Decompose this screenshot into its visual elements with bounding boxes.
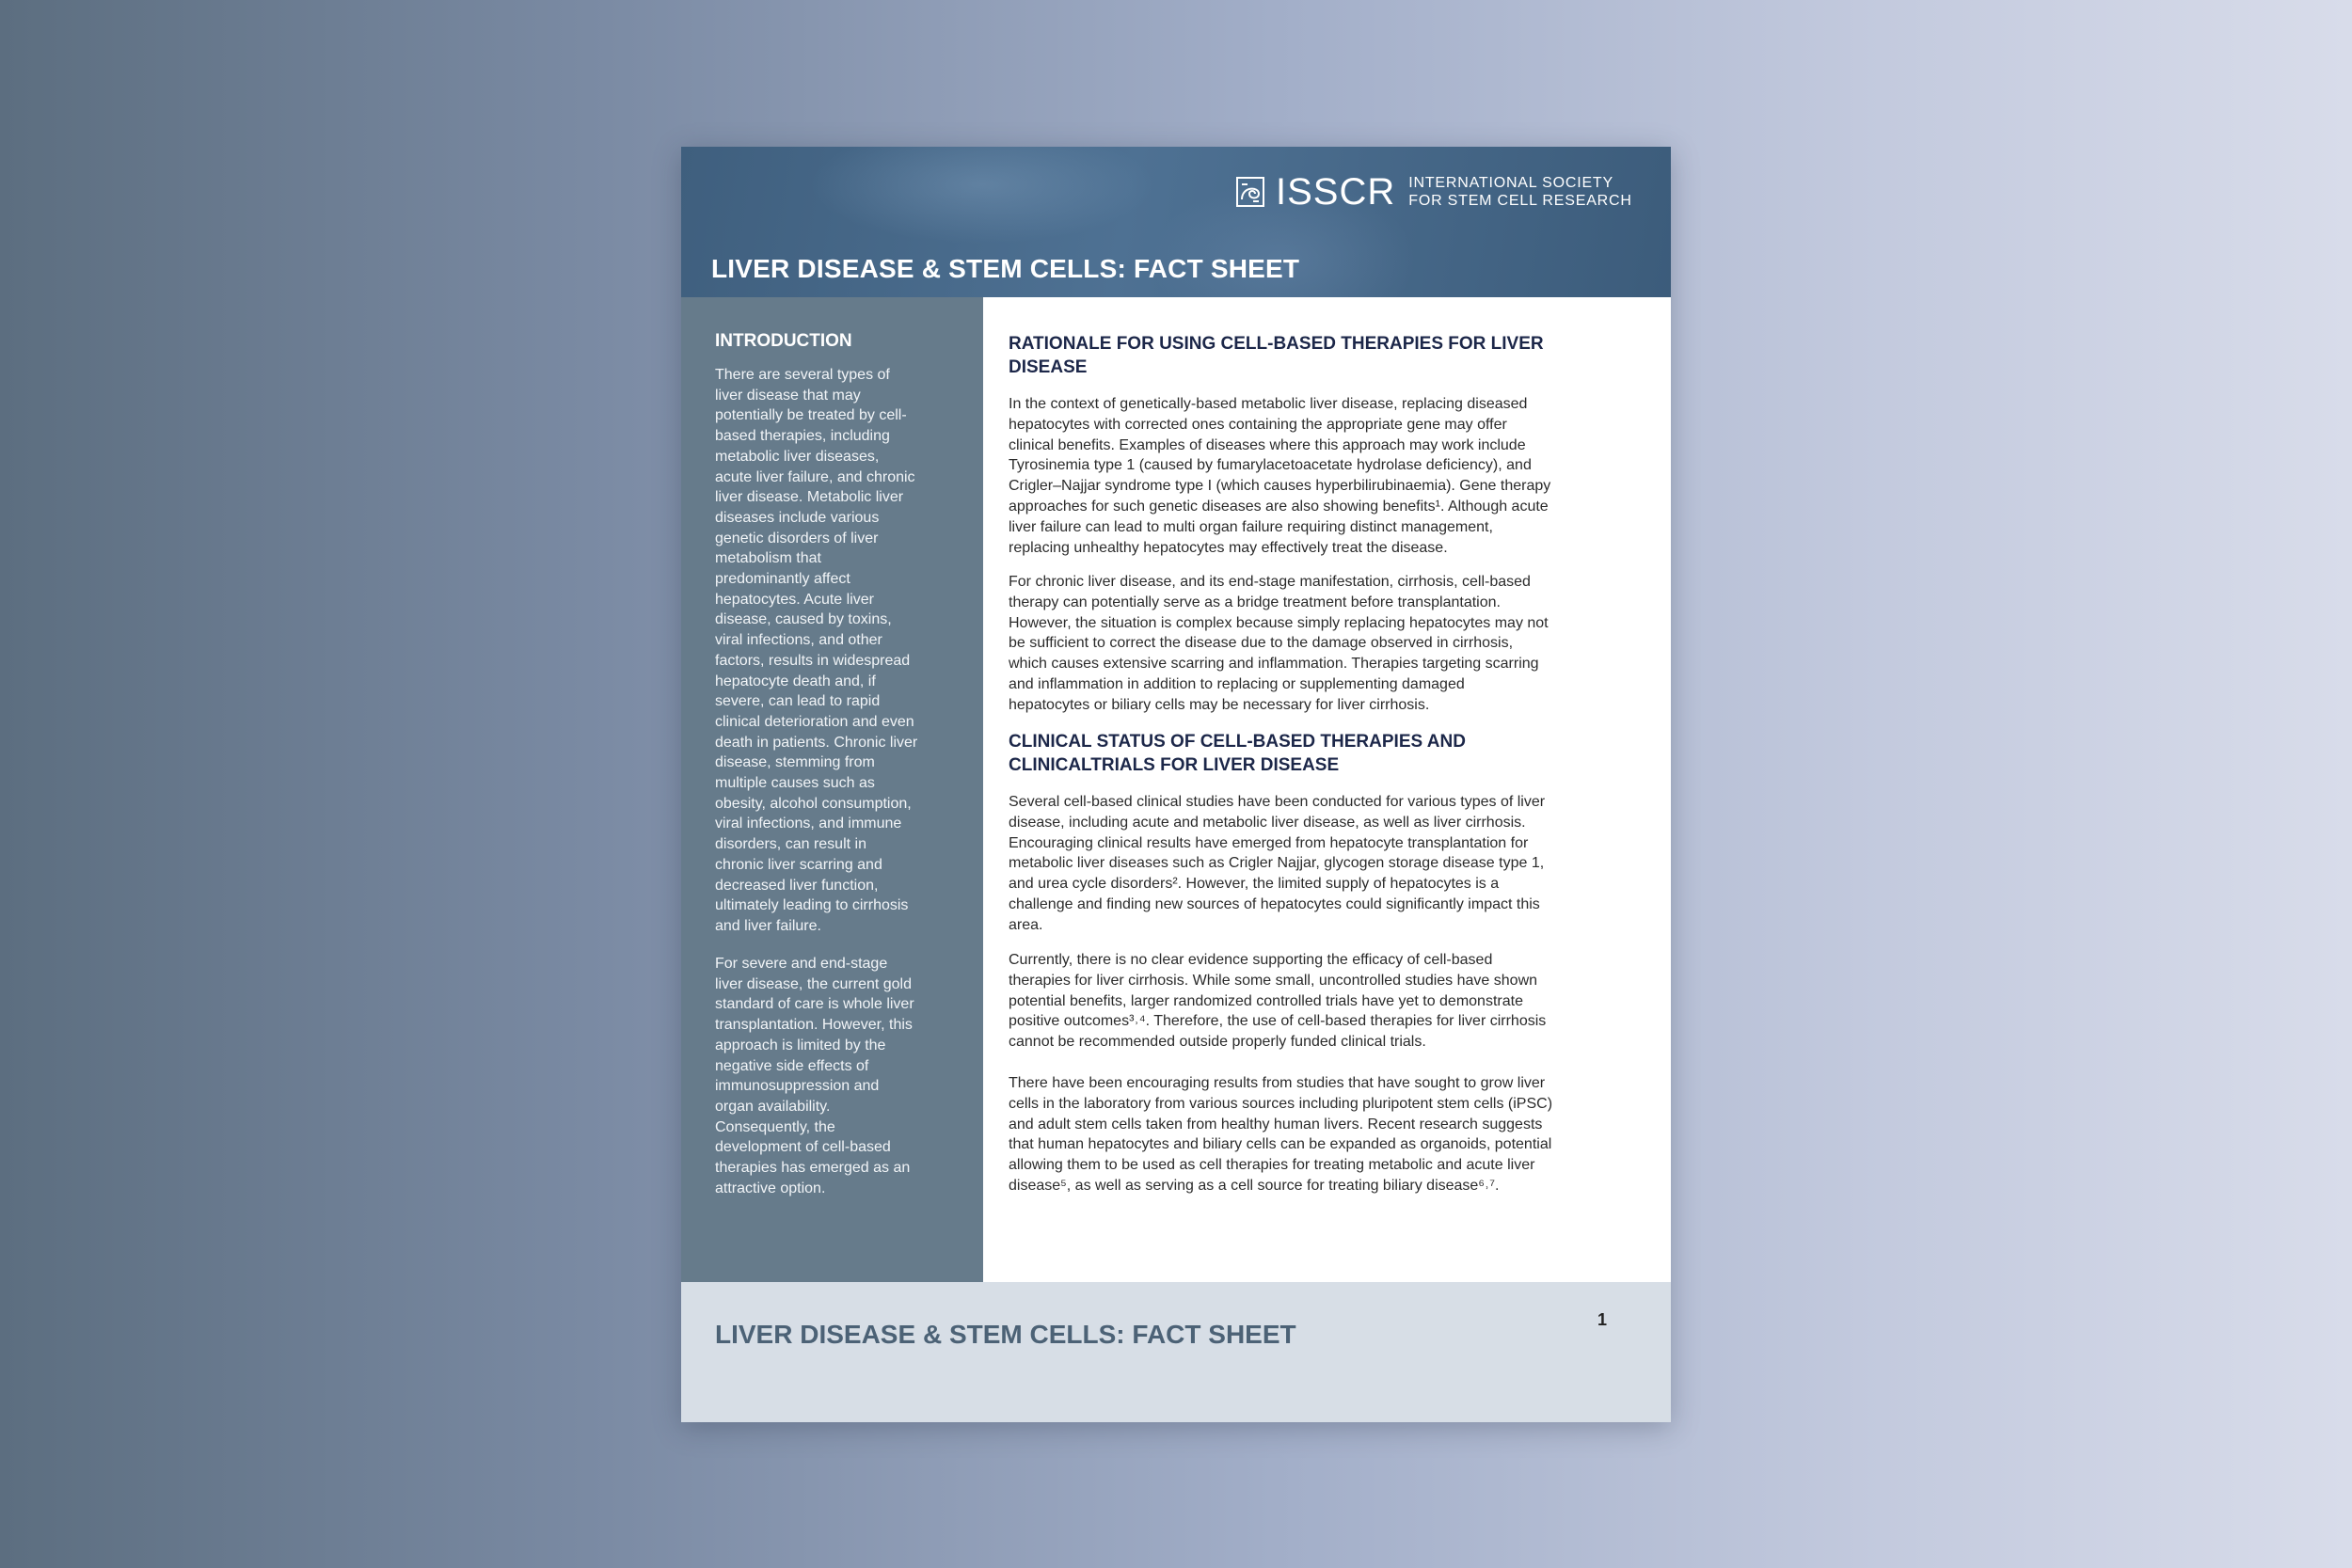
text-line: and urea cycle disorders². However, the limited supply of hepatocytes is a bbox=[1009, 876, 1500, 893]
text-line: disease, caused by toxins, bbox=[715, 611, 892, 628]
text-line: decreased liver function, bbox=[715, 877, 879, 894]
text-line: CLINICALTRIALS FOR LIVER DISEASE bbox=[1009, 754, 1340, 775]
text-line: cells in the laboratory from various sources including pluripotent stem cells (iPSC) bbox=[1009, 1095, 1553, 1112]
text-line: acute liver failure, and chronic bbox=[715, 468, 915, 485]
text-line: severe, can lead to rapid bbox=[715, 693, 881, 710]
text-line: area. bbox=[1009, 916, 1043, 933]
text-line: death in patients. Chronic liver bbox=[715, 734, 918, 751]
text-line: hepatocytes. Acute liver bbox=[715, 591, 874, 608]
text-line: be sufficient to correct the disease due to the damage observed in cirrhosis, bbox=[1009, 635, 1514, 652]
text-line: disease⁵, as well as serving as a cell source for treating biliary disease⁶˒⁷. bbox=[1009, 1177, 1500, 1194]
logo-wordmark: ISSCR bbox=[1276, 171, 1396, 213]
text-line: liver disease. Metabolic liver bbox=[715, 489, 904, 506]
sidebar-heading: INTRODUCTION bbox=[715, 331, 852, 351]
isscr-logo-icon bbox=[1236, 177, 1264, 207]
text-line: There are several types of bbox=[715, 367, 890, 383]
sidebar-paragraph-1 bbox=[715, 365, 952, 937]
text-line: potentially be treated by cell- bbox=[715, 407, 907, 424]
sidebar-paragraph-2 bbox=[715, 954, 952, 1198]
clinical-paragraph-1 bbox=[1009, 792, 1618, 936]
text-line: There have been encouraging results from studies that have sought to grow liver bbox=[1009, 1075, 1546, 1091]
text-line: For severe and end-stage bbox=[715, 956, 888, 972]
text-line: clinical deterioration and even bbox=[715, 713, 914, 730]
text-line: and adult stem cells taken from healthy human livers. Recent research suggests bbox=[1009, 1116, 1543, 1132]
text-line: factors, results in widespread bbox=[715, 652, 911, 669]
text-line: and liver failure. bbox=[715, 917, 821, 934]
text-line: DISEASE bbox=[1009, 356, 1088, 377]
text-line: challenge and finding new sources of hepatocytes could significantly impact this bbox=[1009, 895, 1540, 912]
text-line: hepatocyte death and, if bbox=[715, 673, 876, 689]
logo-tagline bbox=[1408, 174, 1632, 210]
text-line: genetic disorders of liver bbox=[715, 530, 879, 546]
text-line: diseases include various bbox=[715, 509, 880, 526]
isscr-logo bbox=[1236, 171, 1632, 213]
text-line: which causes extensive scarring and inflammation. Therapies targeting scarring bbox=[1009, 656, 1539, 673]
text-line: organ availability. bbox=[715, 1098, 831, 1115]
text-line: obesity, alcohol consumption, bbox=[715, 795, 912, 812]
rationale-paragraph-2 bbox=[1009, 572, 1618, 716]
page-number: 1 bbox=[1597, 1310, 1608, 1329]
text-line: chronic liver scarring and bbox=[715, 856, 882, 873]
text-line: therapy can potentially serve as a bridge treatment before transplantation. bbox=[1009, 594, 1501, 610]
text-line: Tyrosinemia type 1 (caused by fumarylacetoacetate hydrolase deficiency), and bbox=[1009, 457, 1532, 474]
text-line: Encouraging clinical results have emerged from hepatocyte transplantation for bbox=[1009, 834, 1529, 851]
text-line: approaches for such genetic diseases are also showing benefits¹. Although acute bbox=[1009, 498, 1549, 515]
clinical-paragraph-3 bbox=[1009, 1073, 1618, 1196]
text-line: development of cell-based bbox=[715, 1139, 891, 1156]
text-line: approach is limited by the bbox=[715, 1037, 886, 1053]
text-line: disease, stemming from bbox=[715, 754, 875, 771]
fact-sheet-page bbox=[681, 147, 1671, 1422]
text-line: multiple causes such as bbox=[715, 775, 875, 792]
text-line: therapies has emerged as an bbox=[715, 1160, 911, 1177]
text-line: CLINICAL STATUS OF CELL-BASED THERAPIES AND bbox=[1009, 732, 1466, 752]
text-line: positive outcomes³˒⁴. Therefore, the use of cell-based therapies for liver cirrhosis bbox=[1009, 1013, 1547, 1030]
text-line: transplantation. However, this bbox=[715, 1017, 913, 1034]
logo-tagline-line: FOR STEM CELL RESEARCH bbox=[1408, 193, 1632, 209]
page-footer bbox=[681, 1282, 1671, 1422]
text-line: metabolic liver diseases, bbox=[715, 448, 880, 465]
text-line: liver disease that may bbox=[715, 387, 861, 404]
text-line: hepatocytes or biliary cells may be necessary for liver cirrhosis. bbox=[1009, 696, 1430, 713]
text-line: allowing them to be used as cell therapies for treating metabolic and acute liver bbox=[1009, 1157, 1535, 1174]
text-line: Consequently, the bbox=[715, 1118, 835, 1135]
clinical-paragraph-2 bbox=[1009, 950, 1618, 1053]
logo-tagline-line: INTERNATIONAL SOCIETY bbox=[1408, 175, 1613, 191]
text-line: and inflammation in addition to replacing or supplementing damaged bbox=[1009, 675, 1465, 692]
text-line: metabolism that bbox=[715, 550, 821, 567]
text-line: disorders, can result in bbox=[715, 836, 866, 853]
text-line: based therapies, including bbox=[715, 428, 890, 445]
text-line: replacing unhealthy hepatocytes may effectively treat the disease. bbox=[1009, 539, 1448, 556]
footer-title: LIVER DISEASE & STEM CELLS: FACT SHEET bbox=[715, 1320, 1296, 1349]
text-line: disease, including acute and metabolic liver disease, as well as liver cirrhosis. bbox=[1009, 814, 1526, 831]
text-line: RATIONALE FOR USING CELL-BASED THERAPIES FOR LIVER bbox=[1009, 334, 1544, 354]
text-line: attractive option. bbox=[715, 1180, 826, 1196]
rationale-paragraph-1 bbox=[1009, 394, 1618, 558]
text-line: negative side effects of bbox=[715, 1057, 869, 1074]
text-line: standard of care is whole liver bbox=[715, 996, 914, 1013]
text-line: therapies for liver cirrhosis. While some small, uncontrolled studies have shown bbox=[1009, 972, 1538, 989]
text-line: For chronic liver disease, and its end-stage manifestation, cirrhosis, cell-based bbox=[1009, 574, 1531, 590]
text-line: Currently, there is no clear evidence supporting the efficacy of cell-based bbox=[1009, 952, 1493, 968]
text-line: immunosuppression and bbox=[715, 1078, 880, 1095]
text-line: predominantly affect bbox=[715, 571, 850, 588]
section-heading-rationale bbox=[1009, 333, 1618, 379]
text-line: that human hepatocytes and biliary cells can be expanded as organoids, potential bbox=[1009, 1136, 1552, 1153]
text-line: metabolic liver diseases such as Crigler Najjar, glycogen storage disease type 1, bbox=[1009, 855, 1545, 872]
text-line: Several cell-based clinical studies have been conducted for various types of liver bbox=[1009, 794, 1546, 810]
text-line: hepatocytes with corrected ones containing the appropriate gene may offer bbox=[1009, 416, 1507, 433]
text-line: However, the situation is complex because simply replacing hepatocytes may not bbox=[1009, 614, 1549, 631]
text-line: cannot be recommended outside properly funded clinical trials. bbox=[1009, 1034, 1426, 1051]
text-line: viral infections, and immune bbox=[715, 816, 902, 832]
header-title: LIVER DISEASE & STEM CELLS: FACT SHEET bbox=[711, 254, 1300, 283]
page-header bbox=[681, 147, 1671, 297]
section-heading-clinical-status bbox=[1009, 731, 1618, 777]
text-line: Crigler–Najjar syndrome type I (which causes hyperbilirubinaemia). Gene therapy bbox=[1009, 478, 1551, 495]
text-line: liver disease, the current gold bbox=[715, 975, 912, 992]
text-line: viral infections, and other bbox=[715, 632, 882, 649]
text-line: liver failure can lead to multi organ failure requiring distinct management, bbox=[1009, 518, 1493, 535]
text-line: ultimately leading to cirrhosis bbox=[715, 897, 909, 914]
text-line: In the context of genetically-based metabolic liver disease, replacing diseased bbox=[1009, 396, 1528, 412]
text-line: clinical benefits. Examples of diseases where this approach may work include bbox=[1009, 436, 1526, 453]
text-line: potential benefits, larger randomized controlled trials have yet to demonstrate bbox=[1009, 992, 1523, 1009]
